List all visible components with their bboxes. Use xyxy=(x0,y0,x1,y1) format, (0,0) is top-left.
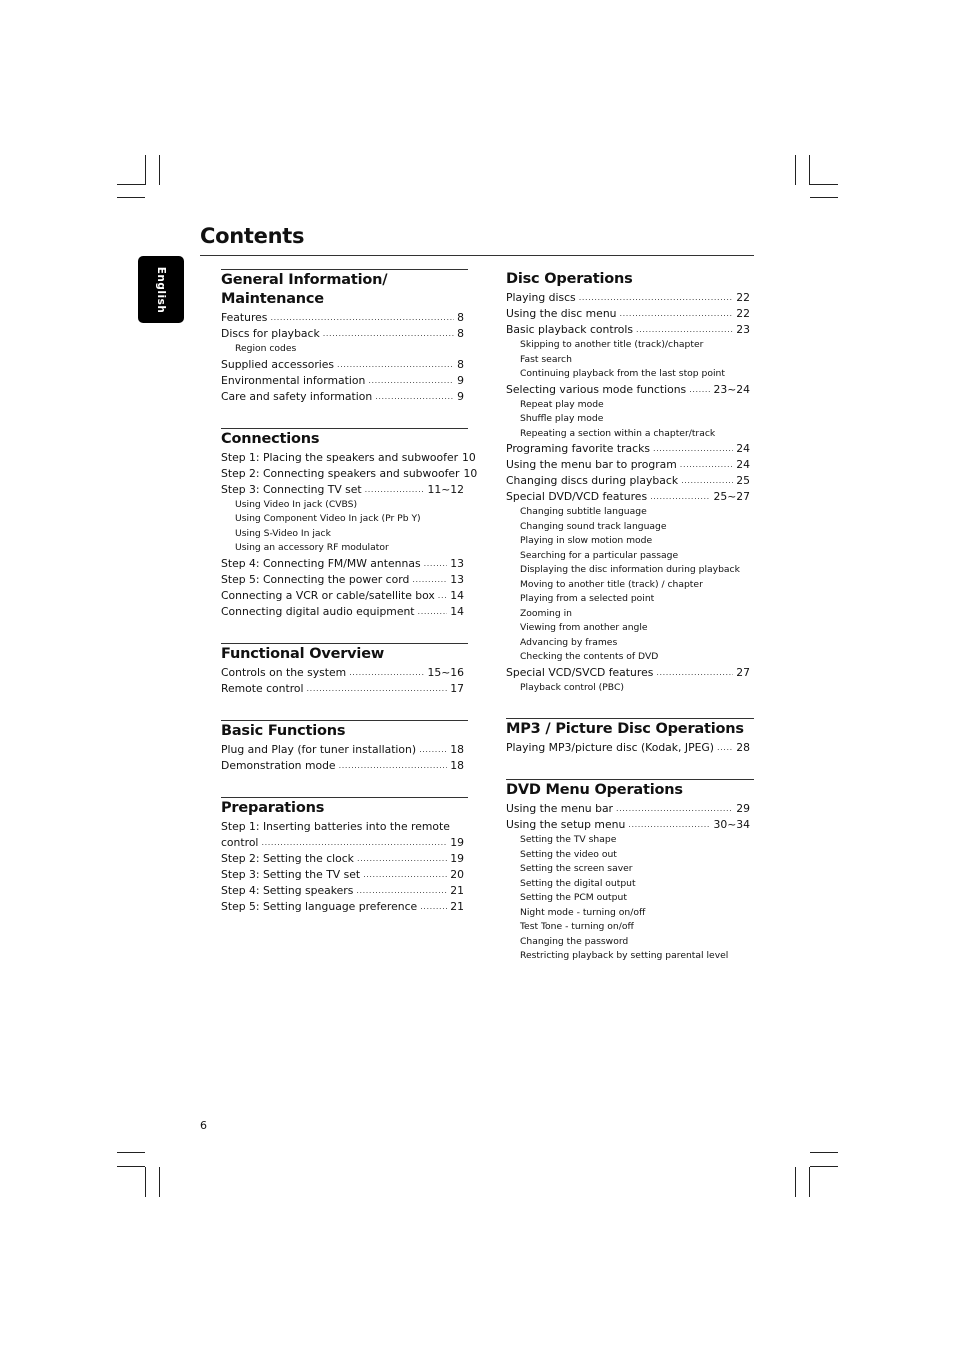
dot-leader xyxy=(357,851,447,867)
toc-subentry: Using Component Video In jack (Pr Pb Y) xyxy=(235,513,421,524)
toc-page-ref: 23~24 xyxy=(713,382,750,396)
toc-entry-title: Selecting various mode functions xyxy=(506,382,687,396)
dot-leader xyxy=(717,740,733,756)
dot-leader xyxy=(653,441,733,457)
toc-subentry: Playback control (PBC) xyxy=(520,681,624,693)
toc-subentry: Playing in slow motion mode xyxy=(520,535,653,546)
toc-entry xyxy=(506,801,754,817)
dot-leader xyxy=(418,604,448,620)
toc-page-ref: 25~27 xyxy=(713,490,750,503)
toc-subentry: Checking the contents of DVD xyxy=(520,651,659,662)
dot-leader xyxy=(620,306,734,322)
toc-subentry: Playing from a selected point xyxy=(520,593,655,604)
toc-page-ref: 8 xyxy=(457,357,464,371)
toc-subentry: Using an accessory RF modulator xyxy=(235,542,389,553)
dot-leader xyxy=(323,326,454,342)
left-column xyxy=(221,269,478,915)
toc-section xyxy=(221,797,468,915)
dot-leader xyxy=(420,899,447,915)
toc-subentry: Night mode - turning on/off xyxy=(520,906,646,918)
toc-subentry: Zooming in xyxy=(520,607,572,619)
toc-page-ref: 23 xyxy=(736,323,750,336)
toc-page-ref: 29 xyxy=(736,802,750,815)
toc-entry-title: Using the menu bar to program xyxy=(506,458,677,471)
toc-page-ref: 19 xyxy=(450,835,464,849)
toc-page-ref: 30~34 xyxy=(713,818,750,831)
dot-leader xyxy=(636,322,733,338)
toc-entry-title: Step 3: Connecting TV set xyxy=(221,482,362,496)
toc-entry-title: Step 1: Placing the speakers and subwoofer xyxy=(221,450,459,464)
crop-mark xyxy=(810,184,838,185)
toc-subentry: Searching for a particular passage xyxy=(520,549,679,561)
dot-leader xyxy=(368,373,454,389)
crop-mark xyxy=(809,155,810,185)
toc-entry-title: Special DVD/VCD features xyxy=(506,490,648,503)
crop-mark xyxy=(117,1152,145,1153)
toc-entry xyxy=(221,450,476,466)
toc-subentry: Continuing playback from the last stop point xyxy=(520,368,725,379)
toc-subentry: Changing sound track language xyxy=(520,520,667,532)
toc-subentry: Setting the screen saver xyxy=(520,863,633,874)
toc-entry-title: Changing discs during playback xyxy=(506,474,679,487)
crop-mark xyxy=(795,155,796,185)
toc-entry xyxy=(221,883,468,899)
toc-entry-title: Basic playback controls xyxy=(506,323,634,336)
toc-entry-title: control xyxy=(221,835,259,849)
toc-page-ref: 24 xyxy=(736,442,750,455)
toc-section xyxy=(506,779,754,964)
toc-page-ref: 11~12 xyxy=(427,482,464,496)
toc-page-ref: 19 xyxy=(450,851,464,865)
crop-mark xyxy=(809,1167,810,1197)
toc-subentry: Restricting playback by setting parental level xyxy=(520,950,729,961)
crop-mark xyxy=(810,1152,838,1153)
toc-entry xyxy=(506,740,754,756)
right-column xyxy=(506,269,754,964)
toc-entry xyxy=(221,665,468,681)
dot-leader xyxy=(337,357,454,373)
language-side-tab xyxy=(138,256,184,323)
dot-leader xyxy=(438,588,447,604)
toc-entry xyxy=(506,306,754,322)
toc-subentry: Repeating a section within a chapter/track xyxy=(520,427,716,439)
toc-entry xyxy=(506,665,754,681)
toc-entry xyxy=(221,373,468,389)
dot-leader xyxy=(339,758,448,774)
toc-entry xyxy=(506,441,754,457)
toc-page-ref: 8 xyxy=(457,327,464,340)
toc-entry-title: Step 3: Setting the TV set xyxy=(221,867,361,881)
toc-page-ref: 13 xyxy=(450,572,464,586)
toc-entry xyxy=(221,482,468,498)
toc-entry-title: Using the setup menu xyxy=(506,818,626,831)
dot-leader xyxy=(616,801,733,817)
toc-entry-title: Controls on the system xyxy=(221,665,347,679)
toc-entry xyxy=(221,867,468,883)
dot-leader xyxy=(363,867,447,883)
toc-entry xyxy=(221,326,468,342)
section-title: Basic Functions xyxy=(221,722,346,739)
toc-entry-title: Features xyxy=(221,311,268,324)
toc-entry xyxy=(221,899,468,915)
toc-page-ref: 17 xyxy=(450,681,464,695)
dot-leader xyxy=(689,382,710,398)
toc-entry-title: Step 4: Connecting FM/MW antennas xyxy=(221,556,421,570)
title-rule xyxy=(200,255,754,256)
toc-entry-title: Using the disc menu xyxy=(506,307,617,320)
toc-entry-title: Playing MP3/picture disc (Kodak, JPEG) xyxy=(506,741,715,754)
page-title: Contents xyxy=(200,224,305,248)
crop-mark xyxy=(159,1167,160,1197)
dot-leader xyxy=(349,665,424,681)
toc-entry xyxy=(221,310,468,326)
toc-entry-title: Demonstration mode xyxy=(221,758,336,772)
toc-entry-title: Supplied accessories xyxy=(221,357,335,371)
crop-mark xyxy=(145,1167,146,1197)
toc-entry xyxy=(221,572,468,588)
dot-leader xyxy=(680,457,733,473)
toc-page-ref: 9 xyxy=(457,389,464,403)
toc-subentry: Setting the TV shape xyxy=(520,834,617,845)
toc-entry-title: Step 2: Connecting speakers and subwoofer xyxy=(221,466,460,480)
toc-entry-title: Connecting digital audio equipment xyxy=(221,604,415,618)
crop-mark xyxy=(810,197,838,198)
toc-page-ref: 28 xyxy=(736,741,750,754)
toc-page-ref: 24 xyxy=(736,458,750,471)
toc-entry-title: Using the menu bar xyxy=(506,802,613,815)
toc-entry xyxy=(506,382,754,398)
toc-section xyxy=(221,269,468,405)
toc-section xyxy=(221,643,468,697)
dot-leader xyxy=(375,389,454,405)
toc-subentry: Advancing by frames xyxy=(520,636,618,648)
page-number: 6 xyxy=(200,1119,207,1132)
dot-leader xyxy=(650,489,710,505)
section-title: Disc Operations xyxy=(506,271,633,287)
toc-page-ref: 13 xyxy=(450,556,464,570)
toc-section xyxy=(221,720,468,774)
toc-section xyxy=(221,428,478,620)
toc-page-ref: 21 xyxy=(450,899,464,913)
section-title: Connections xyxy=(221,430,320,447)
toc-entry xyxy=(506,457,754,473)
toc-entry xyxy=(221,357,468,373)
toc-page-ref: 14 xyxy=(450,604,464,618)
dot-leader xyxy=(307,681,448,697)
toc-subentry: Using Video In jack (CVBS) xyxy=(235,498,358,510)
toc-subentry: Viewing from another angle xyxy=(520,622,648,633)
toc-entry xyxy=(221,742,468,758)
toc-subentry: Repeat play mode xyxy=(520,398,604,410)
toc-entry-title: Programing favorite tracks xyxy=(506,442,650,455)
toc-subentry: Using S-Video In jack xyxy=(235,527,331,539)
dot-leader xyxy=(579,290,734,306)
toc-subentry: Shuffle play mode xyxy=(520,413,604,424)
toc-section xyxy=(506,269,754,695)
dot-leader xyxy=(424,556,448,572)
section-title: Functional Overview xyxy=(221,645,385,662)
crop-mark xyxy=(117,1166,145,1167)
toc-entry-title: Step 5: Setting language preference xyxy=(221,899,418,913)
toc-entry xyxy=(221,588,468,604)
toc-entry xyxy=(221,851,468,867)
toc-entry xyxy=(506,322,754,338)
toc-entry-title: Step 4: Setting speakers xyxy=(221,883,354,897)
toc-page-ref: 15~16 xyxy=(427,665,464,679)
toc-page-ref: 14 xyxy=(450,588,464,602)
toc-entry xyxy=(221,604,468,620)
toc-subentry: Setting the video out xyxy=(520,848,617,860)
dot-leader xyxy=(412,572,447,588)
toc-entry-title: Connecting a VCR or cable/satellite box xyxy=(221,588,435,602)
dot-leader xyxy=(681,473,733,489)
toc-subentry: Displaying the disc information during playback xyxy=(520,564,740,575)
crop-mark xyxy=(795,1167,796,1197)
crop-mark xyxy=(117,184,145,185)
toc-entry-title: Environmental information xyxy=(221,373,366,387)
toc-page-ref: 9 xyxy=(457,373,464,387)
toc-entry xyxy=(221,835,468,851)
toc-subentry: Changing subtitle language xyxy=(520,506,647,517)
dot-leader xyxy=(261,835,447,851)
toc-subentry: Changing the password xyxy=(520,935,629,947)
toc-entry xyxy=(221,758,468,774)
toc-entry-text: Step 1: Inserting batteries into the remote xyxy=(221,819,450,833)
toc-page-ref: 25 xyxy=(736,474,750,487)
toc-entry xyxy=(221,556,468,572)
section-title: MP3 / Picture Disc Operations xyxy=(506,721,744,737)
toc-entry-title: Discs for playback xyxy=(221,327,320,340)
toc-section xyxy=(506,718,754,756)
crop-mark xyxy=(117,197,145,198)
toc-entry-title: Step 2: Setting the clock xyxy=(221,851,354,865)
section-title: Preparations xyxy=(221,799,325,816)
toc-subentry: Skipping to another title (track)/chapter xyxy=(520,339,704,350)
toc-entry xyxy=(506,290,754,306)
toc-entry-title: Care and safety information xyxy=(221,389,373,403)
dot-leader xyxy=(270,310,454,326)
toc-entry xyxy=(506,817,754,833)
language-tab-label: English xyxy=(155,266,167,313)
dot-leader xyxy=(656,665,733,681)
toc-subentry: Test Tone - turning on/off xyxy=(520,921,634,932)
dot-leader xyxy=(628,817,710,833)
toc-entry-title: Remote control xyxy=(221,681,304,695)
toc-page-ref: 27 xyxy=(736,665,750,679)
toc-entry-title: Special VCD/SVCD features xyxy=(506,665,654,679)
toc-page-ref: 10 xyxy=(462,450,476,464)
toc-entry-title: Playing discs xyxy=(506,291,576,304)
toc-subentry: Moving to another title (track) / chapter xyxy=(520,578,703,590)
toc-subentry: Setting the PCM output xyxy=(520,892,627,903)
crop-mark xyxy=(159,155,160,185)
toc-page-ref: 18 xyxy=(450,758,464,772)
toc-subentry: Region codes xyxy=(235,343,297,354)
toc-entry xyxy=(221,389,468,405)
toc-entry-title: Plug and Play (for tuner installation) xyxy=(221,742,417,756)
dot-leader xyxy=(419,742,447,758)
section-title: DVD Menu Operations xyxy=(506,782,683,798)
toc-subentry: Fast search xyxy=(520,353,572,365)
toc-page-ref: 8 xyxy=(457,311,464,324)
toc-entry xyxy=(221,466,478,482)
toc-page-ref: 10 xyxy=(463,466,478,480)
toc-page-ref: 22 xyxy=(736,291,750,304)
toc-page-ref: 20 xyxy=(450,867,464,881)
section-title: General Information/ Maintenance xyxy=(221,272,388,307)
crop-mark xyxy=(810,1166,838,1167)
dot-leader xyxy=(365,482,425,498)
toc-page-ref: 22 xyxy=(736,307,750,320)
toc-page-ref: 21 xyxy=(450,883,464,897)
toc-entry-title: Step 5: Connecting the power cord xyxy=(221,572,410,586)
toc-entry xyxy=(506,473,754,489)
crop-mark xyxy=(145,155,146,185)
toc-page-ref: 18 xyxy=(450,742,464,756)
dot-leader xyxy=(356,883,447,899)
toc-entry xyxy=(221,681,468,697)
toc-subentry: Setting the digital output xyxy=(520,877,636,889)
toc-entry xyxy=(506,489,754,505)
